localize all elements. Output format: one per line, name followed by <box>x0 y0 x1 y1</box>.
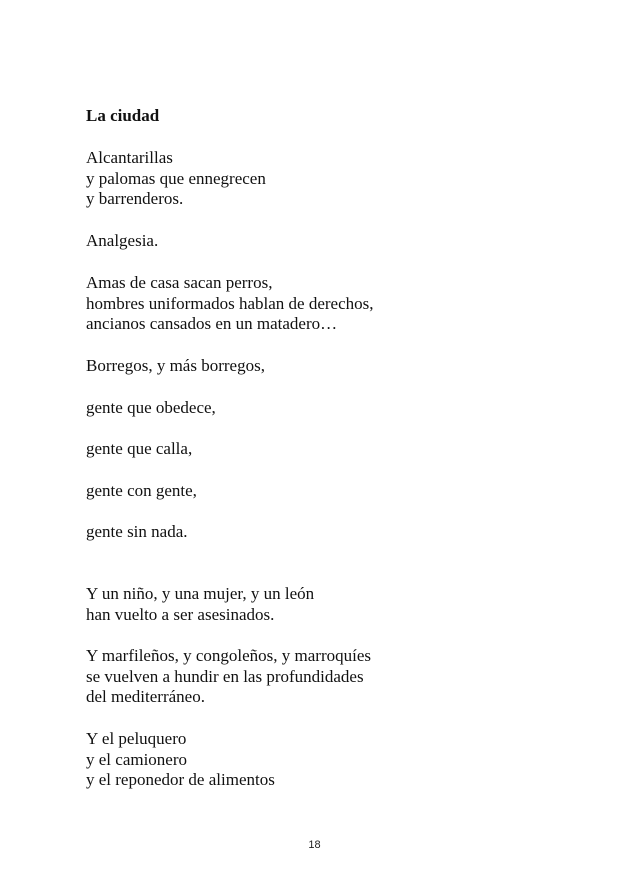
poem-line: gente que calla, <box>86 439 193 458</box>
poem-line: Borregos, y más borregos, <box>86 356 265 375</box>
stanza <box>86 481 197 502</box>
poem-line: del mediterráneo. <box>86 687 205 707</box>
poem-line: gente que obedece, <box>86 398 216 417</box>
poem-line: ancianos cansados en un matadero… <box>86 314 338 334</box>
poem-line: Analgesia. <box>86 231 159 250</box>
stanza <box>86 646 371 708</box>
poem-line: Y el peluquero <box>86 729 187 748</box>
stanza <box>86 398 216 419</box>
poem-line: y el reponedor de alimentos <box>86 770 275 790</box>
page-number: 18 <box>308 839 321 851</box>
stanza <box>86 522 188 543</box>
poem-line: se vuelven a hundir en las profundidades <box>86 666 364 686</box>
stanza <box>86 439 192 460</box>
poem-line: y barrenderos. <box>86 189 184 209</box>
poem-line: gente con gente, <box>86 481 197 500</box>
poem-line: han vuelto a ser asesinados. <box>86 604 275 624</box>
poem-line: gente sin nada. <box>86 522 188 541</box>
stanza <box>86 148 266 210</box>
stanza <box>86 356 265 377</box>
poem-line: hombres uniformados hablan de derechos, <box>86 293 374 313</box>
stanza <box>86 584 314 625</box>
stanza <box>86 729 275 791</box>
poem-line: Y un niño, y una mujer, y un león <box>86 584 315 603</box>
stanza <box>86 231 158 252</box>
poem-title: La ciudad <box>86 106 160 125</box>
poem-line: Y marfileños, y congoleños, y marroquíes <box>86 646 371 665</box>
poem-line: y palomas que ennegrecen <box>86 168 266 188</box>
poem-line: y el camionero <box>86 749 188 769</box>
poem-line: Amas de casa sacan perros, <box>86 273 273 292</box>
poem-line: Alcantarillas <box>86 148 173 167</box>
stanza <box>86 273 374 335</box>
